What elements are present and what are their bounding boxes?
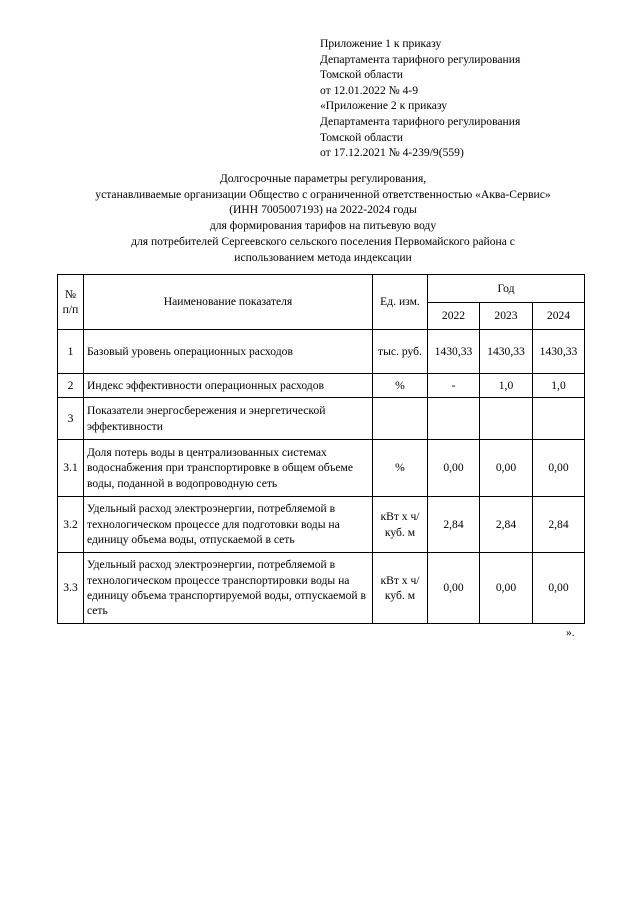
table-row [58,330,585,374]
row-name: Удельный расход электроэнергии, потребляемой в технологическом процессе транспортировки воды на единицу объема транспортируемой воды, отпускаемой в сеть [84,553,373,624]
row-value-2023: 2,84 [480,497,533,553]
annex-line: от 17.12.2021 № 4-239/9(559) [320,146,464,160]
table-row [58,497,585,553]
row-value-2024: 0,00 [533,440,585,497]
row-value-2022: 1430,33 [428,330,480,374]
document-title [40,171,606,265]
row-value-2023 [480,398,533,440]
row-value-2022: 0,00 [428,553,480,624]
row-value-2022: - [428,374,480,398]
header-year: 2024 [533,303,585,330]
row-name: Показатели энергосбережения и энергетической эффективности [84,398,373,440]
header-year: 2022 [428,303,480,330]
row-name: Индекс эффективности операционных расходов [84,374,373,398]
header-num: № п/п [58,275,84,330]
annex-line: Томской области [320,130,403,144]
annex-line: «Приложение 2 к приказу [320,99,448,113]
annex-line: Департамента тарифного регулирования [320,114,521,128]
row-num: 2 [58,374,84,398]
title-line: (ИНН 7005007193) на 2022-2024 годы [229,203,417,217]
row-value-2024: 1430,33 [533,330,585,374]
row-value-2023: 1430,33 [480,330,533,374]
row-unit [373,398,428,440]
row-unit: кВт x ч/куб. м [373,553,428,624]
row-unit: кВт x ч/куб. м [373,497,428,553]
table-row [58,374,585,398]
row-unit: тыс. руб. [373,330,428,374]
annex-line: Томской области [320,68,403,82]
row-value-2022 [428,398,480,440]
row-num: 3 [58,398,84,440]
row-num: 3.1 [58,440,84,497]
parameters-table [57,274,585,624]
annex-reference [320,36,520,161]
row-name: Доля потерь воды в централизованных системах водоснабжения при транспортировке в общем объеме воды, поданной в водопроводную сеть [84,440,373,497]
row-value-2023: 0,00 [480,553,533,624]
header-name: Наименование показателя [84,275,373,330]
row-num: 3.3 [58,553,84,624]
row-value-2024: 1,0 [533,374,585,398]
annex-line: от 12.01.2022 № 4-9 [320,83,419,97]
row-value-2024: 2,84 [533,497,585,553]
row-value-2022: 0,00 [428,440,480,497]
row-num: 1 [58,330,84,374]
row-unit: % [373,440,428,497]
row-num: 3.2 [58,497,84,553]
row-value-2024: 0,00 [533,553,585,624]
title-line: для формирования тарифов на питьевую воду [209,219,437,233]
closing-quote: ». [566,626,575,639]
row-name: Удельный расход электроэнергии, потребляемой в технологическом процессе для подготовки воды на единицу объема воды, отпускаемой в сеть [84,497,373,553]
annex-line: Приложение 1 к приказу [320,37,442,50]
title-line: использованием метода индексации [234,250,412,264]
annex-line: Департамента тарифного регулирования [320,52,521,66]
table-row [58,398,585,440]
table-row [58,440,585,497]
row-value-2023: 0,00 [480,440,533,497]
title-line: для потребителей Сергеевского сельского поселения Первомайского района с [131,234,515,248]
table-row [58,553,585,624]
header-unit: Ед. изм. [373,275,428,330]
row-value-2022: 2,84 [428,497,480,553]
row-unit: % [373,374,428,398]
row-value-2024 [533,398,585,440]
row-value-2023: 1,0 [480,374,533,398]
row-name: Базовый уровень операционных расходов [84,330,373,374]
header-year-group: Год [428,275,585,303]
title-line: Долгосрочные параметры регулирования, [219,172,427,185]
header-year: 2023 [480,303,533,330]
table-header-row [58,275,585,303]
title-line: устанавливаемые организации Общество с ограниченной ответственностью «Аква-Сервис» [95,187,551,201]
